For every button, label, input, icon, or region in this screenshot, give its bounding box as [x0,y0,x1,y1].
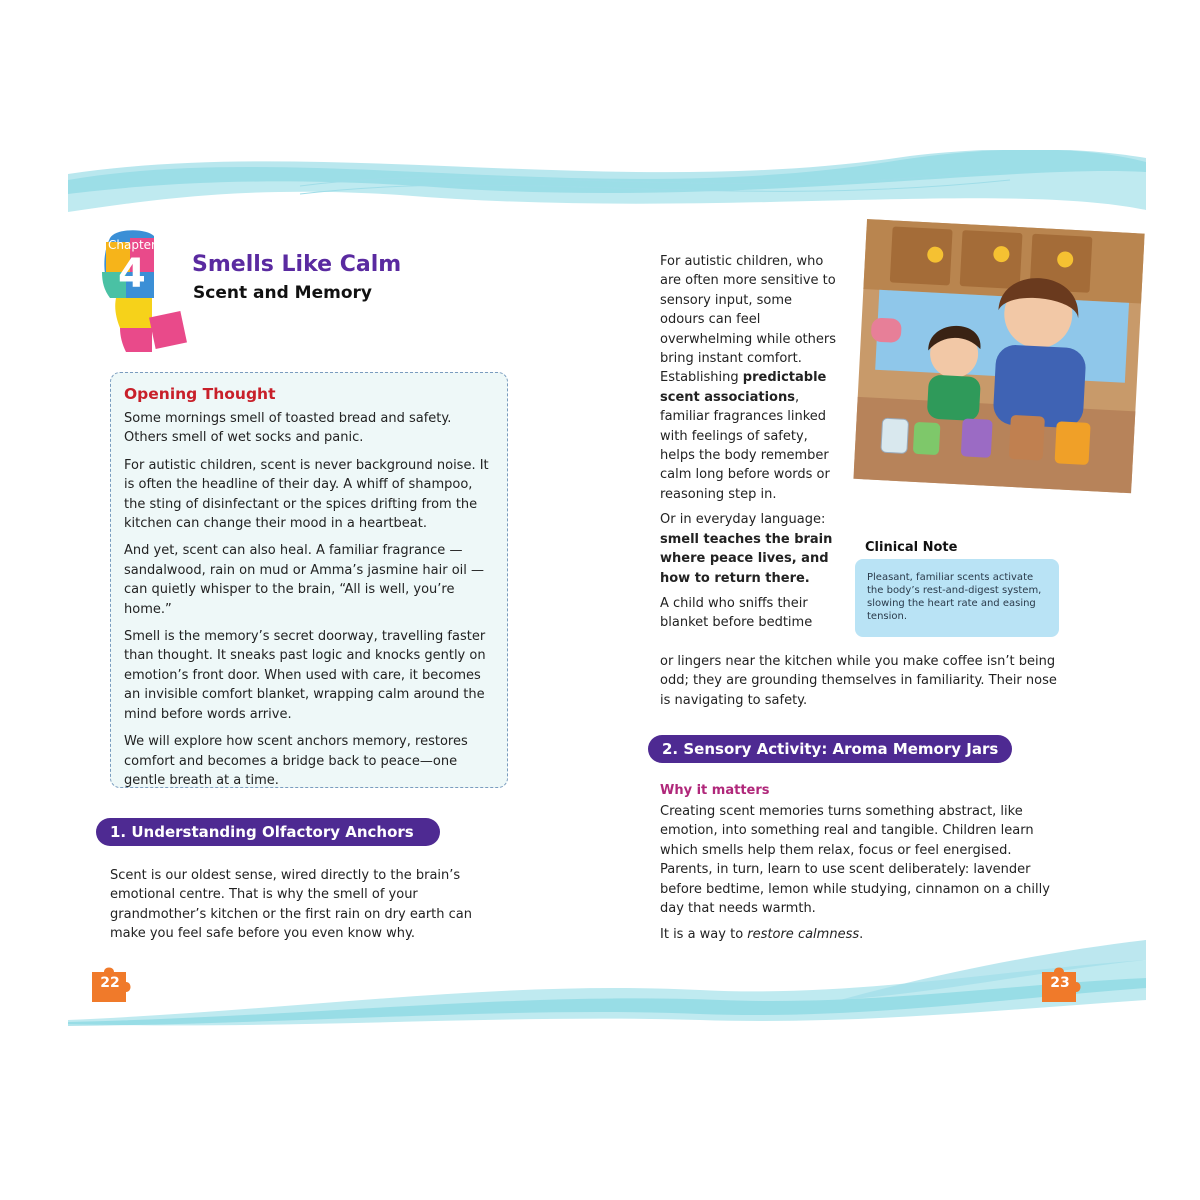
opening-thought-box [110,372,508,788]
bottom-wave-decoration [0,940,1200,1040]
why-it-matters-heading: Why it matters [660,783,770,798]
section-1-heading: 1. Understanding Olfactory Anchors [96,818,440,846]
everyday-language-paragraph: Or in everyday language: smell teaches the brain where peace lives, and how to return there. [660,512,833,586]
opening-paragraph: For autistic children, scent is never background noise. It is often the headline of their day. A whiff of shampoo, the sting of disinfectant or the spices drifting from the kitchen can change their mood in a heartbeat. [124,457,489,532]
chapter-subtitle: Scent and Memory [193,283,372,303]
clinical-note-text: Pleasant, familiar scents activate the body’s rest-and-digest system, slowing the heart rate and easing tension. [855,559,1059,637]
child-sniffs-paragraph-end: or lingers near the kitchen while you make coffee isn’t being odd; they are grounding themselves in familiarity. Their nose is navigating to safety. [660,654,1057,708]
predictable-scent-bold: predictable scent associations [660,370,827,405]
chapter-title: Smells Like Calm [192,252,402,277]
kitchen-illustration [846,214,1146,500]
chapter-label: Chapter [108,238,156,252]
smell-teaches-bold: smell teaches the brain where peace lives, and how to return there. [660,531,833,586]
page-number-left-text: 22 [100,975,120,991]
opening-thought-heading: Opening Thought [124,385,276,403]
section-2-heading: 2. Sensory Activity: Aroma Memory Jars [648,735,1012,763]
section-1-paragraph: Scent is our oldest sense, wired directly to the brain’s emotional centre. That is why the smell of your grandmother’s kitchen or the first rain on dry earth can make you feel safe before you even know why. [110,868,472,942]
right-intro-column [660,252,840,633]
restore-calmness-italic: restore calmness [747,927,860,942]
opening-paragraph: We will explore how scent anchors memory, restores comfort and becomes a bridge back to peace—one gentle breath at a time. [124,734,468,788]
child-sniffs-paragraph-start: A child who sniffs their blanket before bedtime [660,595,813,631]
clinical-note-title: Clinical Note [865,540,958,555]
chapter-number: 4 [118,251,146,297]
clinical-note [855,540,1059,637]
page-number-right-text: 23 [1050,975,1070,991]
page-number-right [1038,966,1082,1004]
section-2-closing: It is a way to restore calmness. [660,927,864,942]
page-number-left [88,966,132,1004]
section-2-paragraph: Creating scent memories turns something abstract, like emotion, into something real and tangible. Children learn which smells help them relax, focus or feel energised. Parents, in turn, learn to use scent deliberately: lavender before bedtime, lemon while studying, cinnamon on a chilly day that needs warmth. [660,804,1050,917]
opening-paragraph: Some mornings smell of toasted bread and safety. Others smell of wet socks and panic. [124,411,452,446]
opening-paragraph: And yet, scent can also heal. A familiar fragrance — sandalwood, rain on mud or Amma’s jasmine hair oil — can quietly whisper to the brain, “All is well, you’re home.” [124,543,485,617]
sensitivity-paragraph: For autistic children, who are often more sensitive to sensory input, some odours can feel overwhelming while others bring instant comfort. Establishing predictable scent associations, familiar fragrances linked with feelings of safety, helps the body remember calm long before words or reasoning step in. [660,254,837,502]
opening-paragraph: Smell is the memory’s secret doorway, travelling faster than thought. It sneaks past logic and knocks gently on emotion’s front door. When used with care, it becomes an invisible comfort blanket, wrapping calm around the mind before words arrive. [124,629,486,722]
